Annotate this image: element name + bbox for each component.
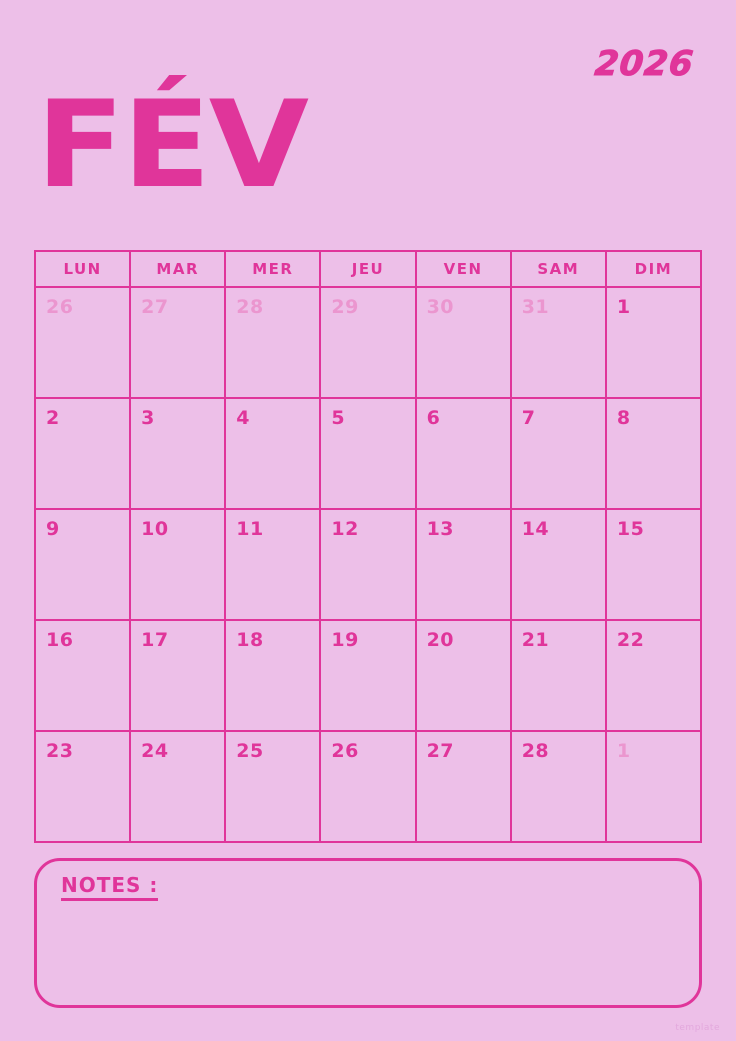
day-cell[interactable]: [36, 399, 131, 510]
day-cell[interactable]: [321, 510, 416, 621]
day-number: 4: [236, 407, 251, 429]
day-number: 30: [426, 296, 455, 318]
day-number: 2: [46, 407, 60, 429]
day-number: 27: [141, 296, 169, 318]
weekday-jeu: JEU: [321, 252, 416, 288]
day-number: 20: [426, 629, 455, 651]
week-row: [36, 399, 702, 510]
weekday-ven: VEN: [417, 252, 512, 288]
day-number: 6: [426, 407, 441, 429]
day-cell[interactable]: [131, 621, 226, 732]
week-row: [36, 621, 702, 732]
day-number: 23: [46, 740, 74, 762]
day-cell[interactable]: [226, 510, 321, 621]
day-number: 18: [236, 629, 264, 651]
watermark: template: [675, 1023, 720, 1033]
month-title: FÉV: [36, 76, 307, 215]
day-cell[interactable]: [321, 621, 416, 732]
day-cell[interactable]: [226, 621, 321, 732]
weekday-mer: MER: [226, 252, 321, 288]
day-cell[interactable]: [607, 621, 702, 732]
day-number: 28: [236, 296, 264, 318]
day-cell[interactable]: [417, 288, 512, 399]
weekday-dim: DIM: [607, 252, 702, 288]
weekday-mar: MAR: [131, 252, 226, 288]
day-cell[interactable]: [321, 399, 416, 510]
day-cell[interactable]: [417, 399, 512, 510]
day-cell[interactable]: [36, 732, 131, 843]
day-number: 14: [521, 518, 550, 540]
day-number: 17: [141, 629, 169, 651]
weekday-header-row: [36, 252, 702, 288]
week-row: [36, 288, 702, 399]
notes-label: NOTES :: [61, 873, 158, 901]
day-number: 11: [236, 518, 264, 540]
day-cell[interactable]: [512, 621, 607, 732]
day-number: 12: [331, 518, 359, 540]
day-number: 22: [616, 629, 645, 651]
day-number: 28: [521, 740, 550, 762]
day-cell[interactable]: [512, 399, 607, 510]
day-number: 9: [46, 518, 60, 540]
day-cell[interactable]: [36, 510, 131, 621]
year-label: 2026: [593, 44, 697, 84]
day-number: 31: [521, 296, 550, 318]
calendar-grid: [34, 250, 702, 843]
day-cell[interactable]: [131, 288, 226, 399]
day-number: 25: [236, 740, 264, 762]
day-number: 26: [331, 740, 359, 762]
day-cell[interactable]: [226, 399, 321, 510]
day-cell[interactable]: [36, 288, 131, 399]
day-cell[interactable]: [321, 732, 416, 843]
day-cell[interactable]: [131, 399, 226, 510]
weekday-lun: LUN: [36, 252, 131, 288]
day-number: 19: [331, 629, 359, 651]
day-cell[interactable]: [607, 399, 702, 510]
day-cell[interactable]: [512, 288, 607, 399]
day-cell[interactable]: [36, 621, 131, 732]
day-cell[interactable]: [321, 288, 416, 399]
day-number: 15: [616, 518, 645, 540]
day-number: 7: [521, 407, 536, 429]
week-row: [36, 732, 702, 843]
day-cell[interactable]: [131, 732, 226, 843]
day-cell[interactable]: [607, 732, 702, 843]
day-number: 21: [521, 629, 550, 651]
day-number: 3: [141, 407, 155, 429]
day-cell[interactable]: [226, 288, 321, 399]
week-row: [36, 510, 702, 621]
day-cell[interactable]: [226, 732, 321, 843]
day-number: 1: [616, 296, 631, 318]
day-number: 8: [616, 407, 631, 429]
day-number: 26: [46, 296, 74, 318]
weekday-sam: SAM: [512, 252, 607, 288]
day-number: 1: [616, 740, 631, 762]
day-cell[interactable]: [417, 732, 512, 843]
notes-box[interactable]: [34, 858, 702, 1008]
day-cell[interactable]: [417, 510, 512, 621]
day-number: 16: [46, 629, 74, 651]
day-number: 24: [141, 740, 169, 762]
day-number: 10: [141, 518, 169, 540]
day-number: 13: [426, 518, 455, 540]
day-cell[interactable]: [607, 288, 702, 399]
day-cell[interactable]: [131, 510, 226, 621]
day-number: 5: [331, 407, 346, 429]
day-cell[interactable]: [512, 732, 607, 843]
day-cell[interactable]: [417, 621, 512, 732]
day-number: 27: [426, 740, 455, 762]
day-number: 29: [331, 296, 359, 318]
day-cell[interactable]: [512, 510, 607, 621]
day-cell[interactable]: [607, 510, 702, 621]
